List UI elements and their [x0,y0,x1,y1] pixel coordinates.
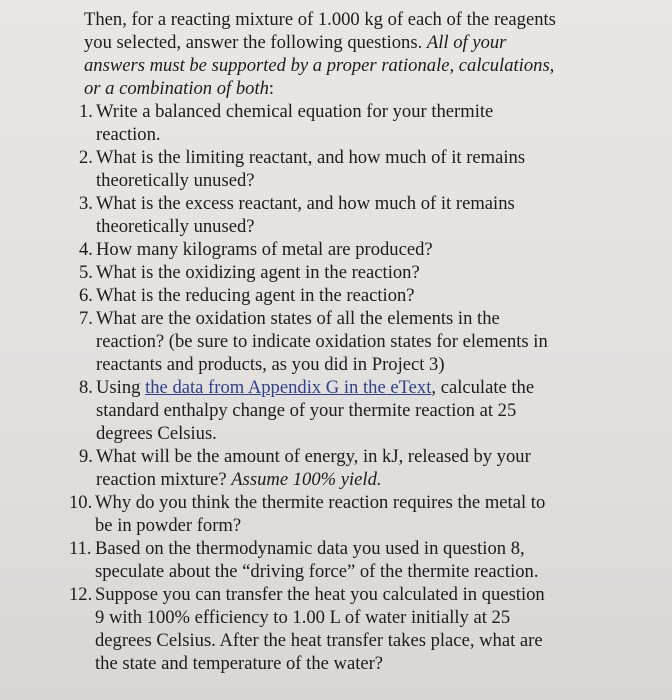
question-4 [0,238,672,261]
question-number: 3. [79,193,93,214]
question-text: What is the excess reactant, and how much of it remains [96,193,515,214]
question-number: 1. [79,101,93,122]
question-5 [0,261,672,284]
question-text: degrees Celsius. After the heat transfer takes place, what are [95,630,543,651]
question-text: What is the oxidizing agent in the reaction? [96,262,420,283]
question-text: 9 with 100% efficiency to 1.00 L of water initially at 25 [95,607,511,628]
question-number: 5. [79,262,93,283]
question-number: 8. [79,377,93,398]
question-11 [0,537,672,583]
question-text: Why do you think the thermite reaction requires the metal to [95,492,546,513]
intro-line [84,31,624,54]
intro-emphasis: All of your [426,32,507,53]
intro-emphasis: or a combination of both [84,78,269,99]
question-text: Based on the thermodynamic data you used in question 8, [95,538,525,559]
question-text: theoretically unused? [96,170,255,191]
question-text: degrees Celsius. [96,423,217,444]
question-number: 10. [69,492,93,513]
question-list [0,100,672,675]
question-text-plain: reaction mixture? [96,469,232,490]
question-text: What are the oxidation states of all the elements in the [96,308,500,329]
question-number: 4. [79,239,93,260]
question-number: 9. [79,446,93,467]
intro-paragraph [84,8,624,100]
appendix-g-link[interactable]: the data from Appendix G in the eText [145,377,432,398]
intro-emphasis: answers must be supported by a proper rationale, calculations, [84,55,555,76]
question-8 [0,376,672,445]
question-number: 12. [69,584,93,605]
question-text: reaction? (be sure to indicate oxidation states for elements in [96,331,548,352]
question-text: speculate about the “driving force” of the thermite reaction. [95,561,539,582]
question-text: What will be the amount of energy, in kJ, released by your [96,446,531,467]
question-text-prefix: Using [96,377,146,398]
question-text: What is the limiting reactant, and how much of it remains [96,147,526,168]
question-text: be in powder form? [95,515,242,536]
question-text: theoretically unused? [96,216,255,237]
question-text: standard enthalpy change of your thermite reaction at 25 [96,400,517,421]
question-number: 2. [79,147,93,168]
question-number: 6. [79,285,93,306]
question-10 [0,491,672,537]
question-7 [0,307,672,376]
question-text: How many kilograms of metal are produced? [96,239,433,260]
question-1 [0,100,672,146]
question-text: Write a balanced chemical equation for your thermite [96,101,494,122]
question-text: reaction. [96,124,161,145]
question-number: 7. [79,308,93,329]
question-9 [0,445,672,491]
question-2 [0,146,672,192]
question-text: What is the reducing agent in the reaction? [96,285,415,306]
question-text [96,468,672,491]
question-text: Suppose you can transfer the heat you calculated in question [95,584,545,605]
intro-line: Then, for a reacting mixture of 1.000 kg of each of the reagents [84,9,556,30]
question-text-suffix: , calculate the [431,377,535,398]
question-12 [0,583,672,675]
intro-line [84,54,624,77]
intro-line [84,77,624,100]
question-text-emphasis: Assume 100% yield. [231,469,382,490]
question-3 [0,192,672,238]
question-text [96,376,672,399]
question-text: the state and temperature of the water? [95,653,384,674]
intro-text: you selected, answer the following questions. [84,32,427,53]
question-text: reactants and products, as you did in Project 3) [96,354,445,375]
intro-text: : [268,78,275,99]
question-6 [0,284,672,307]
question-number: 11. [69,538,92,559]
